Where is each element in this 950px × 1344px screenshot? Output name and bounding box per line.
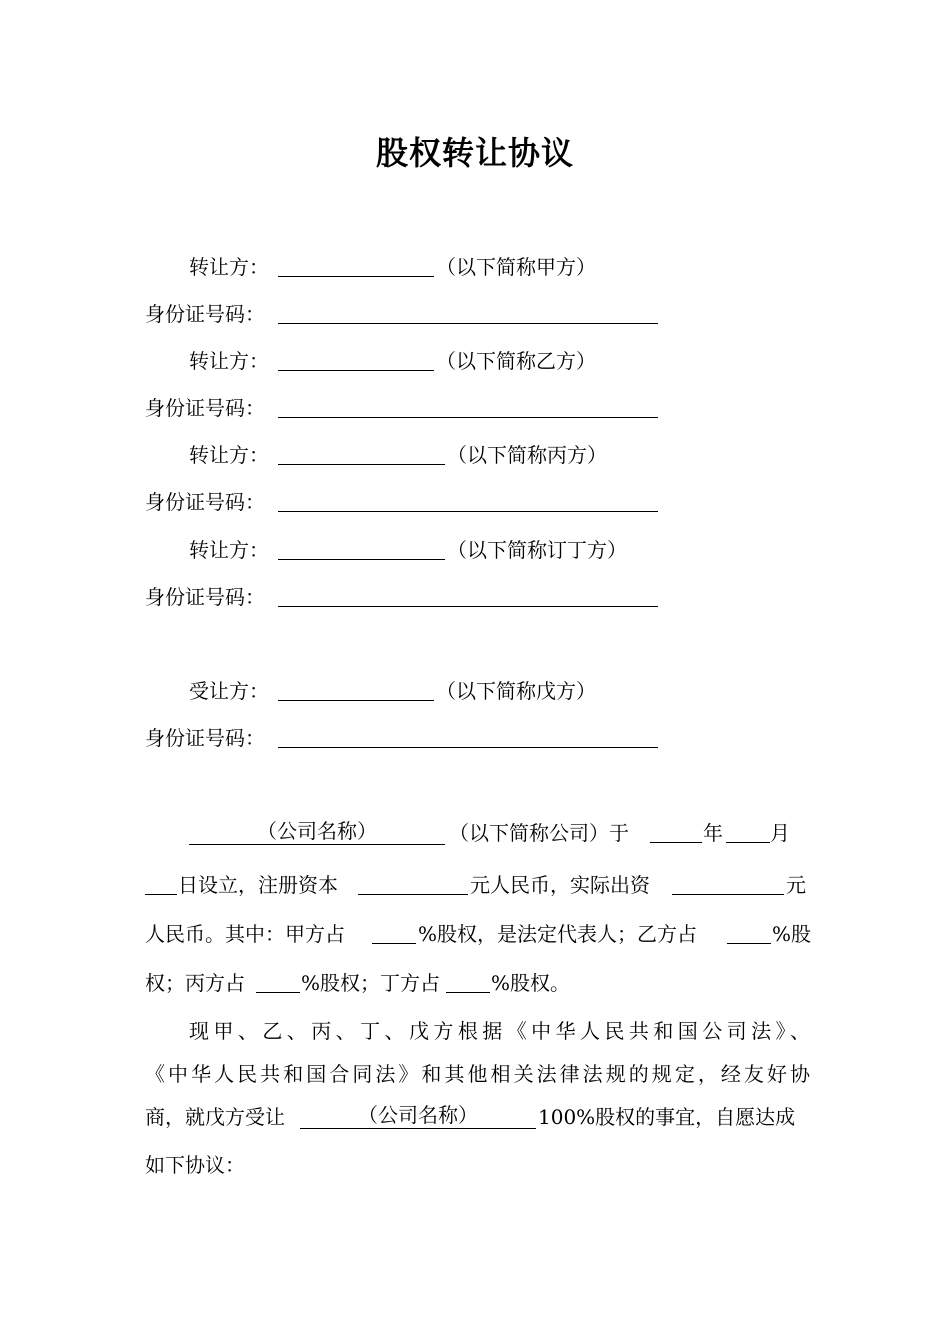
party-alias: （以下简称乙方） bbox=[436, 349, 596, 373]
company-name-placeholder: （公司名称） bbox=[358, 1103, 478, 1127]
paid-capital-blank[interactable] bbox=[672, 894, 784, 895]
party-alias: （以下简称丙方） bbox=[447, 443, 607, 467]
id-number-blank[interactable] bbox=[278, 417, 658, 418]
company-name-placeholder: （公司名称） bbox=[257, 819, 377, 843]
id-number-blank[interactable] bbox=[278, 747, 658, 748]
basis-text-a: 商，就戊方受让 bbox=[145, 1105, 285, 1129]
yuan-label: 元 bbox=[786, 873, 806, 897]
share-d-unit: %股权。 bbox=[491, 971, 571, 995]
party-name-blank[interactable] bbox=[278, 464, 445, 465]
party-label: 转让方： bbox=[189, 538, 269, 562]
paid-capital-text: 元人民币，实际出资 bbox=[470, 873, 650, 897]
basis-text-end: 如下协议： bbox=[145, 1153, 245, 1177]
share-b-unit: %股 bbox=[772, 922, 812, 946]
share-b-text: %股权，是法定代表人；乙方占 bbox=[418, 922, 698, 946]
party-label: 转让方： bbox=[189, 349, 269, 373]
month-blank[interactable] bbox=[726, 842, 770, 843]
registered-capital-text: 日设立，注册资本 bbox=[178, 873, 338, 897]
id-label: 身份证号码： bbox=[145, 726, 265, 750]
year-blank[interactable] bbox=[650, 842, 702, 843]
month-label: 月 bbox=[770, 821, 790, 845]
share-c-text: 权；丙方占 bbox=[145, 971, 245, 995]
id-label: 身份证号码： bbox=[145, 490, 265, 514]
id-number-blank[interactable] bbox=[278, 323, 658, 324]
company-name-blank-2[interactable] bbox=[300, 1102, 536, 1129]
party-name-blank[interactable] bbox=[278, 700, 434, 701]
party-alias: （以下简称戊方） bbox=[436, 679, 596, 703]
share-c-blank[interactable] bbox=[256, 992, 300, 993]
registered-capital-blank[interactable] bbox=[358, 894, 468, 895]
id-number-blank[interactable] bbox=[278, 606, 658, 607]
share-d-blank[interactable] bbox=[446, 992, 490, 993]
party-name-blank[interactable] bbox=[278, 559, 445, 560]
basis-line-2: 《中华人民共和国合同法》和其他相关法律法规的规定，经友好协 bbox=[145, 1062, 810, 1086]
party-label: 转让方： bbox=[189, 255, 269, 279]
basis-line-1: 现甲、乙、丙、丁、戊方根据《中华人民共和国公司法》、 bbox=[189, 1019, 810, 1043]
share-b-blank[interactable] bbox=[727, 943, 771, 944]
share-d-text: %股权；丁方占 bbox=[301, 971, 441, 995]
share-a-blank[interactable] bbox=[372, 943, 416, 944]
company-name-blank[interactable] bbox=[189, 818, 445, 845]
id-number-blank[interactable] bbox=[278, 511, 658, 512]
party-alias: （以下简称订丁方） bbox=[447, 538, 627, 562]
party-name-blank[interactable] bbox=[278, 370, 434, 371]
party-label: 转让方： bbox=[189, 443, 269, 467]
year-label: 年 bbox=[703, 821, 723, 845]
day-blank[interactable] bbox=[145, 894, 177, 895]
party-alias: （以下简称甲方） bbox=[436, 255, 596, 279]
share-a-text: 人民币。其中：甲方占 bbox=[145, 922, 345, 946]
basis-text-b: 100%股权的事宜，自愿达成 bbox=[538, 1105, 796, 1129]
document-title: 股权转让协议 bbox=[375, 134, 574, 172]
id-label: 身份证号码： bbox=[145, 302, 265, 326]
id-label: 身份证号码： bbox=[145, 396, 265, 420]
company-alias: （以下简称公司）于 bbox=[449, 821, 629, 845]
party-name-blank[interactable] bbox=[278, 276, 434, 277]
id-label: 身份证号码： bbox=[145, 585, 265, 609]
party-label: 受让方： bbox=[189, 679, 269, 703]
